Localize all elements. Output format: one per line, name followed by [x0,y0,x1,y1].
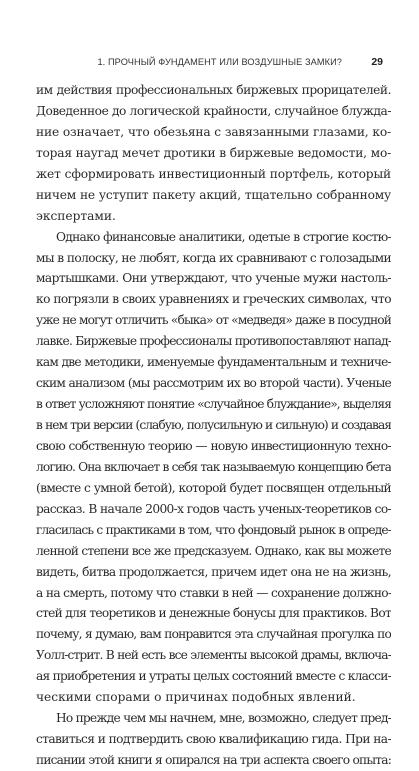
text-line: в нем три версии (слабую, полусильную и сильную) и создавая [36,418,391,432]
text-line: Однако финансовые аналитики, одетые в строгие костю- [56,229,391,244]
text-line: ским анализом (мы рассмотрим их во второй части). Ученые [36,376,391,391]
text-line: ленной степени все же предсказуем. Однако, как вы можете [36,543,391,558]
running-title: 1. ПРОЧНЫЙ ФУНДАМЕНТ ИЛИ ВОЗДУШНЫЕ ЗАМКИ? [97,57,342,67]
text-line: лавке. Биржевые профессионалы противопоставляют напад- [36,334,391,349]
text-line: логию. Она включает в себя так называемую концепцию бета [36,459,391,474]
text-line: ние означает, что обезьяна с завязанными глазами, ко- [36,124,391,139]
text-line: в ответ усложняют понятие «случайное блуждание», выделяя [36,397,391,412]
text-line: ничем не уступит пакету акций, тщательно собранному [36,187,391,202]
text-line: (вместе с умной бетой), которой будет посвящен отдельный [36,480,391,495]
text-line: рассказ. В начале 2000-х годов часть ученых-теоретиков со- [36,501,391,516]
text-line: почему, я думаю, вам понравится эта случайная прогулка по [36,627,391,642]
text-line: ческими спорами о причинах подобных явлений. [36,690,356,705]
text-line: гласилась с практиками в том, что фондовый рынок в опреде- [36,522,391,537]
text-line: кам две методики, именуемые фундаментальным и техниче- [36,355,391,370]
text-line: ко погрязли в своих уравнениях и греческих символах, что [36,292,391,307]
text-line: свою собственную теорию — новую инвестиционную техно- [36,438,391,453]
text-line: мы в полоску, не любят, когда их сравнивают с голозадыми [36,250,391,265]
running-header [36,56,383,70]
text-line: Доведенное до логической крайности, случайное блужда- [36,103,391,118]
text-line: ставиться и подтвердить свою квалификацию гида. При на- [36,732,391,747]
body-text [36,80,391,771]
text-line: торая наугад мечет дротики в биржевые ведомости, мо- [36,145,391,160]
text-line: писании этой книги я опирался на три аспекта своего опыта: [36,753,391,767]
text-line: экспертами. [36,208,116,223]
page-number: 29 [371,56,383,68]
text-line: им действия профессиональных биржевых прорицателей. [36,83,391,97]
text-line: мартышками. Они утверждают, что ученые мужи настоль- [36,271,391,286]
text-line: Уолл-стрит. В ней есть все элементы высокой драмы, включа- [36,648,391,663]
text-line: стей для теоретиков и денежные бонусы для практиков. Вот [36,606,391,621]
text-line: ая приобретения и утраты целых состояний вместе с класси- [36,669,391,684]
text-line: жет сформировать инвестиционный портфель, который [36,166,391,181]
text-line: а на смерть, потому что ставки в ней — сохранение должно- [36,585,391,600]
text-line: Но прежде чем мы начнем, мне, возможно, следует пред- [56,711,391,726]
text-line: видеть, битва продолжается, причем идет она не на жизнь, [36,564,391,579]
text-line: уже не могут отличить «быка» от «медведя» даже в посудной [36,313,391,328]
